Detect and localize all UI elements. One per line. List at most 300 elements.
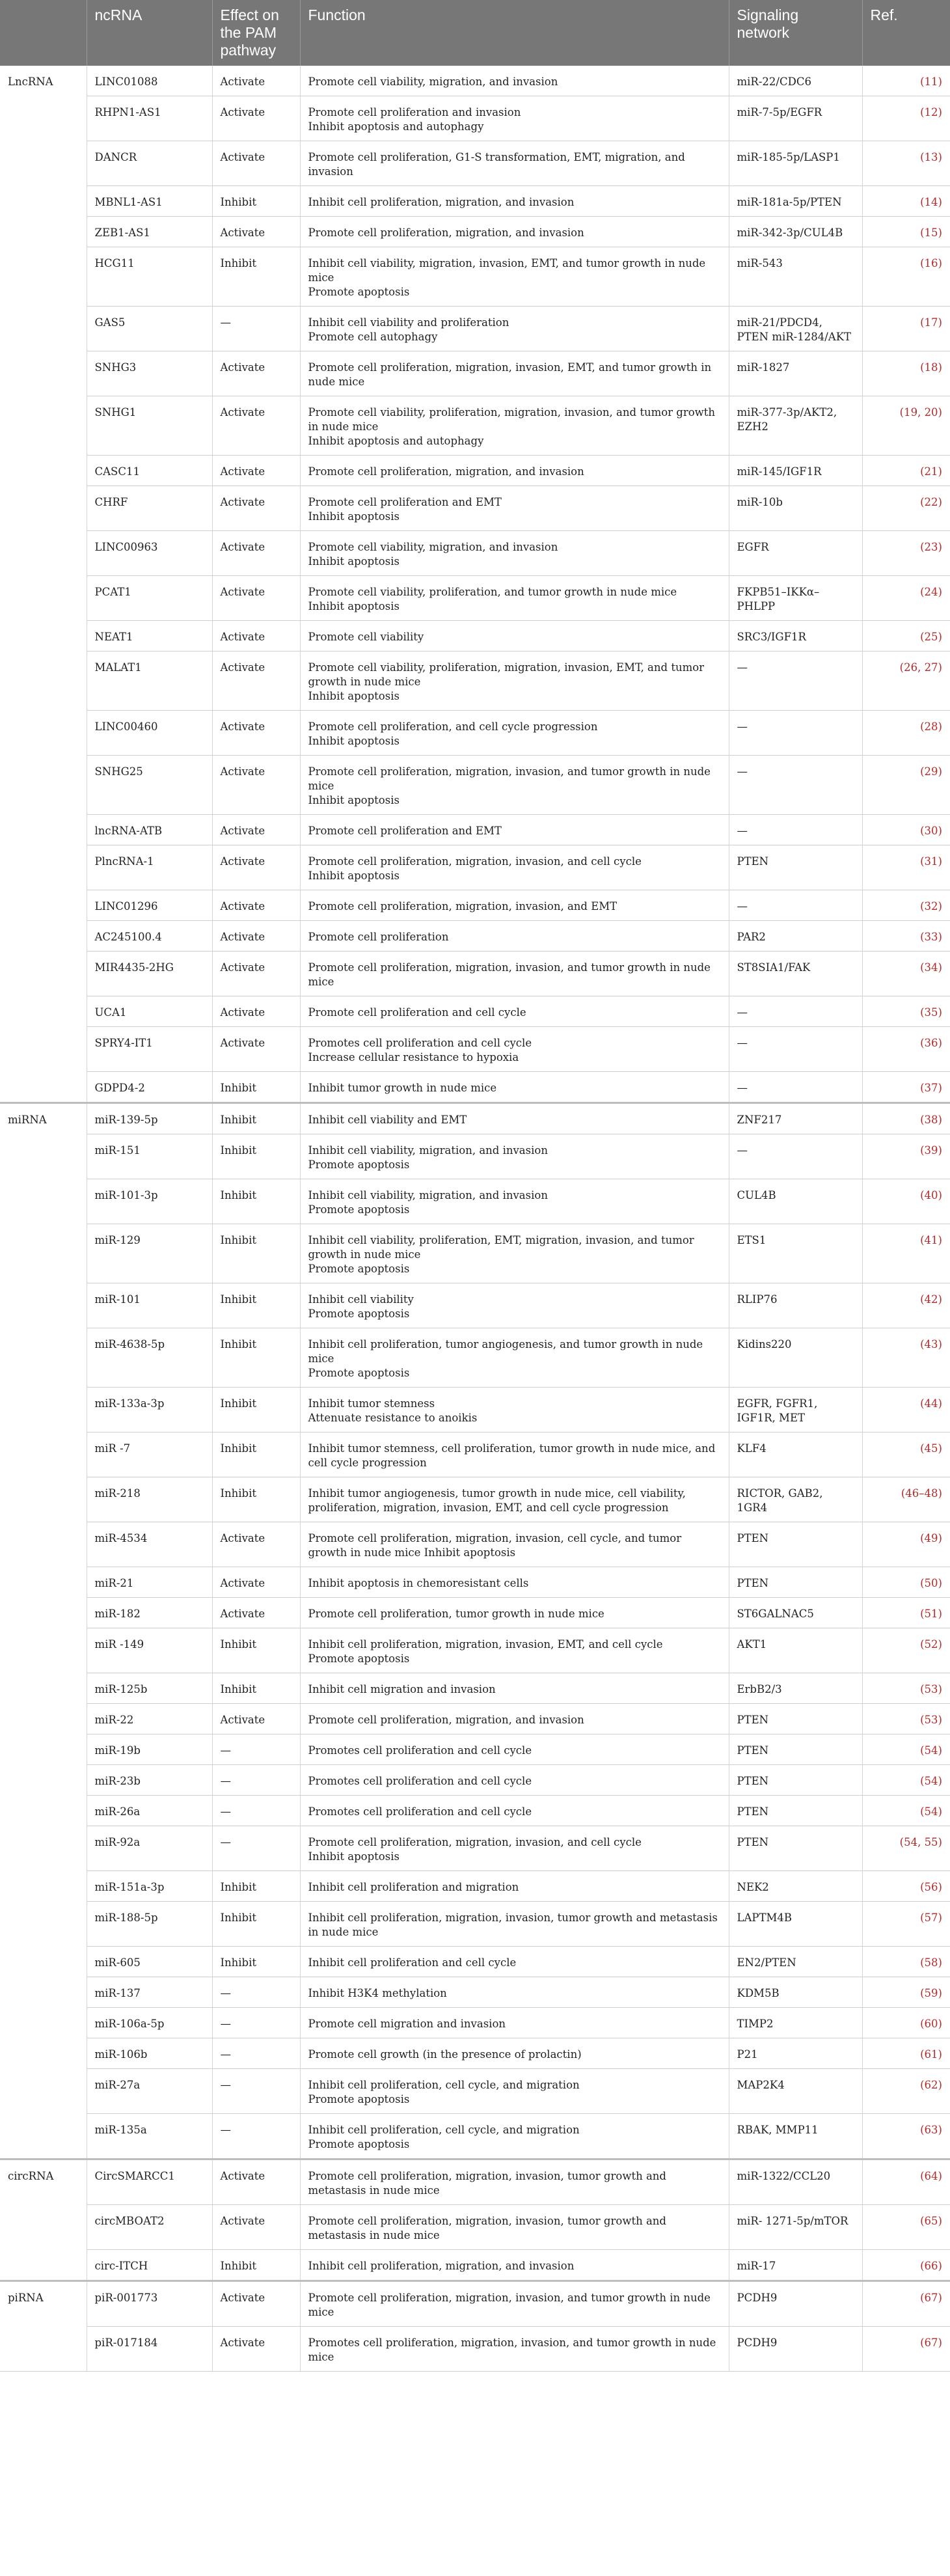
header-function: Function: [300, 0, 729, 66]
ncrna-name: AC245100.4: [87, 921, 212, 952]
table-row: [0, 996, 950, 1027]
signaling-network-cell: PTEN: [729, 845, 862, 890]
effect-cell: Activate: [212, 1704, 300, 1734]
function-cell: [300, 921, 729, 952]
signaling-network-cell: RBAK, MMP11: [729, 2114, 862, 2159]
ref-link: (34): [862, 952, 950, 996]
signaling-network-cell: —: [729, 1072, 862, 1103]
table-row: [0, 1765, 950, 1796]
ref-link: (52): [862, 1628, 950, 1673]
ncrna-name: miR-188-5p: [87, 1902, 212, 1947]
function-cell: [300, 1598, 729, 1628]
function-line: Promote cell proliferation, G1-S transformation, EMT, migration, and invasion: [308, 151, 685, 178]
function-cell: [300, 1432, 729, 1477]
function-cell: [300, 2038, 729, 2069]
ref-link: (33): [862, 921, 950, 952]
table-row: [0, 1224, 950, 1283]
function-cell: [300, 2008, 729, 2038]
table-row: [0, 307, 950, 351]
function-line: Promote apoptosis: [308, 2093, 410, 2105]
signaling-network-cell: ST8SIA1/FAK: [729, 952, 862, 996]
ref-link: (37): [862, 1072, 950, 1103]
function-line: Promote cell migration and invasion: [308, 2018, 506, 2030]
function-cell: [300, 96, 729, 141]
ref-link: (67): [862, 2281, 950, 2327]
ref-link: (50): [862, 1567, 950, 1598]
ref-link: (64): [862, 2159, 950, 2205]
ref-link: (43): [862, 1328, 950, 1388]
ncrna-name: miR-139-5p: [87, 1103, 212, 1134]
ref-link: (25): [862, 621, 950, 651]
ncrna-name: miR-151: [87, 1134, 212, 1179]
effect-cell: Inhibit: [212, 1179, 300, 1224]
function-cell: [300, 1134, 729, 1179]
effect-cell: Activate: [212, 456, 300, 486]
effect-cell: Activate: [212, 1598, 300, 1628]
function-line: Promote cell proliferation, migration, and invasion: [308, 465, 584, 478]
function-line: Promote cell growth (in the presence of prolactin): [308, 2048, 582, 2061]
ref-link: (54): [862, 1796, 950, 1826]
function-cell: [300, 531, 729, 576]
signaling-network-cell: Kidins220: [729, 1328, 862, 1388]
function-cell: [300, 996, 729, 1027]
table-row: [0, 66, 950, 96]
ncrna-name: LINC00963: [87, 531, 212, 576]
signaling-network-cell: PTEN: [729, 1826, 862, 1871]
ncrna-name: miR-27a: [87, 2069, 212, 2114]
header-ncrna: ncRNA: [87, 0, 212, 66]
effect-cell: Inhibit: [212, 1224, 300, 1283]
signaling-network-cell: —: [729, 711, 862, 756]
function-line: Inhibit apoptosis: [308, 735, 400, 747]
signaling-network-cell: EN2/PTEN: [729, 1947, 862, 1977]
effect-cell: Activate: [212, 651, 300, 711]
function-line: Inhibit cell viability and proliferation: [308, 316, 509, 329]
signaling-network-cell: RLIP76: [729, 1283, 862, 1328]
ref-link: (19, 20): [862, 396, 950, 456]
function-line: Promote cell proliferation: [308, 931, 449, 943]
function-line: Inhibit cell viability, migration, and invasion: [308, 1189, 548, 1201]
ref-link: (56): [862, 1871, 950, 1902]
signaling-network-cell: miR-17: [729, 2250, 862, 2281]
effect-cell: Activate: [212, 1567, 300, 1598]
function-cell: [300, 1328, 729, 1388]
table-row: [0, 141, 950, 186]
function-line: Promote cell proliferation and cell cycle: [308, 1006, 526, 1019]
ncrna-name: miR-101-3p: [87, 1179, 212, 1224]
function-cell: [300, 1628, 729, 1673]
function-cell: [300, 1902, 729, 1947]
signaling-network-cell: —: [729, 815, 862, 845]
signaling-network-cell: miR-1827: [729, 351, 862, 396]
signaling-network-cell: ETS1: [729, 1224, 862, 1283]
function-cell: [300, 2069, 729, 2114]
effect-cell: —: [212, 1796, 300, 1826]
effect-cell: Activate: [212, 96, 300, 141]
ref-link: (41): [862, 1224, 950, 1283]
signaling-network-cell: PTEN: [729, 1796, 862, 1826]
effect-cell: —: [212, 2114, 300, 2159]
signaling-network-cell: PCDH9: [729, 2327, 862, 2372]
signaling-network-cell: miR- 1271-5p/mTOR: [729, 2205, 862, 2250]
signaling-network-cell: AKT1: [729, 1628, 862, 1673]
ref-link: (12): [862, 96, 950, 141]
signaling-network-cell: miR-21/PDCD4, PTEN miR-1284/AKT: [729, 307, 862, 351]
effect-cell: Activate: [212, 815, 300, 845]
function-cell: [300, 1871, 729, 1902]
ncrna-name: LINC00460: [87, 711, 212, 756]
ref-link: (57): [862, 1902, 950, 1947]
ncrna-name: miR-23b: [87, 1765, 212, 1796]
table-body: [0, 66, 950, 2372]
effect-cell: Inhibit: [212, 1283, 300, 1328]
function-line: Inhibit apoptosis and autophagy: [308, 435, 484, 447]
ref-link: (51): [862, 1598, 950, 1628]
ref-link: (53): [862, 1673, 950, 1704]
signaling-network-cell: —: [729, 996, 862, 1027]
ncrna-name: CHRF: [87, 486, 212, 531]
ncrna-name: miR-125b: [87, 1673, 212, 1704]
function-cell: [300, 845, 729, 890]
ref-link: (11): [862, 66, 950, 96]
ncrna-name: SPRY4-IT1: [87, 1027, 212, 1072]
ref-link: (31): [862, 845, 950, 890]
function-cell: [300, 1027, 729, 1072]
ref-link: (45): [862, 1432, 950, 1477]
function-line: Promote cell proliferation, migration, invasion, and tumor growth in nude mice: [308, 2292, 711, 2318]
table-row: [0, 1072, 950, 1103]
category-cell: circRNA: [0, 2159, 87, 2281]
ncrna-name: miR-151a-3p: [87, 1871, 212, 1902]
effect-cell: Activate: [212, 531, 300, 576]
table-row: [0, 1477, 950, 1522]
signaling-network-cell: SRC3/IGF1R: [729, 621, 862, 651]
ncrna-name: miR-92a: [87, 1826, 212, 1871]
function-cell: [300, 1388, 729, 1432]
ncrna-name: miR -7: [87, 1432, 212, 1477]
table-row: [0, 1977, 950, 2008]
table-row: [0, 2069, 950, 2114]
function-line: Promote cell autophagy: [308, 331, 438, 343]
ncrna-name: lncRNA-ATB: [87, 815, 212, 845]
effect-cell: Inhibit: [212, 1628, 300, 1673]
function-line: Promote cell proliferation and EMT: [308, 825, 502, 837]
table-row: [0, 576, 950, 621]
signaling-network-cell: RICTOR, GAB2, 1GR4: [729, 1477, 862, 1522]
ncrna-name: RHPN1-AS1: [87, 96, 212, 141]
function-line: Promote cell proliferation, migration, invasion, tumor growth and metastasis in nude mice: [308, 2170, 666, 2197]
effect-cell: Inhibit: [212, 1134, 300, 1179]
table-row: [0, 1027, 950, 1072]
function-cell: [300, 576, 729, 621]
function-cell: [300, 396, 729, 456]
ncrna-name: miR-218: [87, 1477, 212, 1522]
ncrna-name: miR-4638-5p: [87, 1328, 212, 1388]
ref-link: (24): [862, 576, 950, 621]
ncrna-name: PCAT1: [87, 576, 212, 621]
function-line: Promotes cell proliferation and cell cycle: [308, 1775, 532, 1787]
ref-link: (40): [862, 1179, 950, 1224]
function-line: Inhibit cell proliferation, cell cycle, and migration: [308, 2124, 580, 2136]
function-cell: [300, 952, 729, 996]
function-line: Promote apoptosis: [308, 1203, 410, 1216]
effect-cell: Inhibit: [212, 1673, 300, 1704]
function-cell: [300, 1224, 729, 1283]
table-row: [0, 186, 950, 217]
function-line: Promotes cell proliferation and cell cycle: [308, 1744, 532, 1757]
signaling-network-cell: EGFR: [729, 531, 862, 576]
function-line: Inhibit cell proliferation and cell cycle: [308, 1956, 517, 1969]
header-ref: Ref.: [862, 0, 950, 66]
ncrna-name: NEAT1: [87, 621, 212, 651]
table-row: [0, 217, 950, 247]
table-row: [0, 1598, 950, 1628]
effect-cell: Activate: [212, 2327, 300, 2372]
ncrna-name: miR-106a-5p: [87, 2008, 212, 2038]
signaling-network-cell: miR-1322/CCL20: [729, 2159, 862, 2205]
effect-cell: Activate: [212, 486, 300, 531]
function-line: Inhibit apoptosis: [308, 870, 400, 882]
ref-link: (15): [862, 217, 950, 247]
ref-link: (35): [862, 996, 950, 1027]
function-cell: [300, 1179, 729, 1224]
signaling-network-cell: PTEN: [729, 1734, 862, 1765]
table-row: [0, 1103, 950, 1134]
signaling-network-cell: PAR2: [729, 921, 862, 952]
effect-cell: Activate: [212, 217, 300, 247]
function-line: Promote cell proliferation, and cell cycle progression: [308, 720, 598, 733]
table-row: [0, 1871, 950, 1902]
function-line: Promote cell proliferation, tumor growth in nude mice: [308, 1608, 604, 1620]
ncrna-name: miR-106b: [87, 2038, 212, 2069]
effect-cell: —: [212, 2008, 300, 2038]
ncrna-name: HCG11: [87, 247, 212, 307]
ncrna-name: miR-135a: [87, 2114, 212, 2159]
ncrna-name: DANCR: [87, 141, 212, 186]
function-cell: [300, 307, 729, 351]
table-row: [0, 1283, 950, 1328]
function-cell: [300, 2281, 729, 2327]
function-line: Promote apoptosis: [308, 1263, 410, 1275]
ref-link: (62): [862, 2069, 950, 2114]
table-row: [0, 1522, 950, 1567]
function-cell: [300, 1826, 729, 1871]
effect-cell: Activate: [212, 66, 300, 96]
function-line: Promote apoptosis: [308, 286, 410, 298]
effect-cell: Activate: [212, 756, 300, 815]
function-line: Promotes cell proliferation and cell cycle: [308, 1805, 532, 1818]
signaling-network-cell: miR-10b: [729, 486, 862, 531]
signaling-network-cell: ErbB2/3: [729, 1673, 862, 1704]
effect-cell: Activate: [212, 2159, 300, 2205]
ncrna-name: GDPD4-2: [87, 1072, 212, 1103]
function-line: Inhibit cell proliferation, migration, invasion, EMT, and cell cycle: [308, 1638, 663, 1651]
function-line: Promote cell proliferation, migration, invasion, cell cycle, and tumor growth in nude mice Inhibit apoptosis: [308, 1532, 682, 1559]
ref-link: (26, 27): [862, 651, 950, 711]
table-row: [0, 531, 950, 576]
signaling-network-cell: PTEN: [729, 1765, 862, 1796]
function-line: Inhibit H3K4 methylation: [308, 1987, 447, 1999]
effect-cell: —: [212, 307, 300, 351]
function-line: Inhibit cell viability, migration, and invasion: [308, 1144, 548, 1157]
signaling-network-cell: PTEN: [729, 1522, 862, 1567]
table-row: [0, 621, 950, 651]
table-row: [0, 2114, 950, 2159]
signaling-network-cell: CUL4B: [729, 1179, 862, 1224]
function-line: Promote cell viability, migration, and invasion: [308, 541, 558, 553]
function-cell: [300, 756, 729, 815]
function-line: Inhibit cell viability, migration, invasion, EMT, and tumor growth in nude mice: [308, 257, 706, 284]
header-effect: Effect on the PAM pathway: [212, 0, 300, 66]
ncrna-name: miR-19b: [87, 1734, 212, 1765]
function-cell: [300, 217, 729, 247]
ncrna-name: CircSMARCC1: [87, 2159, 212, 2205]
ncrna-name: PlncRNA-1: [87, 845, 212, 890]
effect-cell: Activate: [212, 1522, 300, 1567]
table-row: [0, 845, 950, 890]
effect-cell: —: [212, 1826, 300, 1871]
ncrna-name: miR-22: [87, 1704, 212, 1734]
function-cell: [300, 186, 729, 217]
ref-link: (54, 55): [862, 1826, 950, 1871]
function-cell: [300, 351, 729, 396]
function-cell: [300, 1522, 729, 1567]
signaling-network-cell: PTEN: [729, 1704, 862, 1734]
effect-cell: Activate: [212, 996, 300, 1027]
signaling-network-cell: EGFR, FGFR1, IGF1R, MET: [729, 1388, 862, 1432]
table-row: [0, 1628, 950, 1673]
table-row: [0, 1432, 950, 1477]
table-row: [0, 651, 950, 711]
function-line: Inhibit cell proliferation, cell cycle, and migration: [308, 2079, 580, 2091]
ncrna-name: GAS5: [87, 307, 212, 351]
effect-cell: —: [212, 2069, 300, 2114]
ncrna-name: LINC01296: [87, 890, 212, 921]
table-row: [0, 1796, 950, 1826]
ref-link: (54): [862, 1734, 950, 1765]
function-line: Promote cell proliferation and EMT: [308, 496, 502, 508]
function-line: Promote cell proliferation, migration, invasion, tumor growth and metastasis in nude mice: [308, 2215, 666, 2241]
table-row: [0, 2250, 950, 2281]
table-row: [0, 1328, 950, 1388]
table-row: [0, 711, 950, 756]
function-line: Inhibit tumor stemness: [308, 1397, 435, 1410]
effect-cell: Inhibit: [212, 1871, 300, 1902]
function-line: Promote cell proliferation, migration, invasion, and EMT: [308, 900, 618, 912]
ref-link: (49): [862, 1522, 950, 1567]
signaling-network-cell: ZNF217: [729, 1103, 862, 1134]
effect-cell: Activate: [212, 845, 300, 890]
ncrna-name: miR-101: [87, 1283, 212, 1328]
effect-cell: Activate: [212, 921, 300, 952]
effect-cell: Inhibit: [212, 186, 300, 217]
effect-cell: Inhibit: [212, 1902, 300, 1947]
signaling-network-cell: KLF4: [729, 1432, 862, 1477]
function-line: Promote cell viability: [308, 631, 424, 643]
table-row: [0, 890, 950, 921]
effect-cell: Activate: [212, 396, 300, 456]
ref-link: (44): [862, 1388, 950, 1432]
signaling-network-cell: FKPB51–IKKα–PHLPP: [729, 576, 862, 621]
ref-link: (28): [862, 711, 950, 756]
ref-link: (17): [862, 307, 950, 351]
function-line: Attenuate resistance to anoikis: [308, 1412, 478, 1424]
table-header: [0, 0, 950, 66]
function-line: Inhibit apoptosis: [308, 600, 400, 612]
function-line: Inhibit cell viability: [308, 1293, 414, 1306]
effect-cell: Activate: [212, 711, 300, 756]
ref-link: (59): [862, 1977, 950, 2008]
function-line: Promotes cell proliferation and cell cycle: [308, 1037, 532, 1049]
effect-cell: Inhibit: [212, 1072, 300, 1103]
ncrna-name: miR-21: [87, 1567, 212, 1598]
signaling-network-cell: miR-145/IGF1R: [729, 456, 862, 486]
function-cell: [300, 621, 729, 651]
effect-cell: —: [212, 1765, 300, 1796]
function-cell: [300, 2250, 729, 2281]
header-row: [0, 0, 950, 66]
ref-link: (23): [862, 531, 950, 576]
table-row: [0, 2159, 950, 2205]
effect-cell: Inhibit: [212, 1388, 300, 1432]
function-line: Inhibit cell proliferation and migration: [308, 1881, 519, 1893]
signaling-network-cell: miR-342-3p/CUL4B: [729, 217, 862, 247]
ref-link: (21): [862, 456, 950, 486]
function-line: Inhibit apoptosis: [308, 794, 400, 806]
ncrna-name: ZEB1-AS1: [87, 217, 212, 247]
effect-cell: Activate: [212, 621, 300, 651]
function-line: Inhibit cell migration and invasion: [308, 1683, 496, 1695]
signaling-network-cell: —: [729, 1134, 862, 1179]
effect-cell: Activate: [212, 2281, 300, 2327]
signaling-network-cell: MAP2K4: [729, 2069, 862, 2114]
function-line: Promote cell proliferation, migration, invasion, and cell cycle: [308, 1836, 642, 1848]
ref-link: (66): [862, 2250, 950, 2281]
table-row: [0, 96, 950, 141]
function-line: Inhibit tumor angiogenesis, tumor growth in nude mice, cell viability, proliferation, migration, invasion, EMT, and cell cycle progression: [308, 1487, 686, 1514]
effect-cell: Inhibit: [212, 247, 300, 307]
ncrna-name: miR-182: [87, 1598, 212, 1628]
function-line: Promote cell proliferation and invasion: [308, 106, 521, 118]
function-line: Promote cell proliferation, migration, invasion, EMT, and tumor growth in nude mice: [308, 361, 712, 388]
ncrna-name: miR-129: [87, 1224, 212, 1283]
effect-cell: Activate: [212, 890, 300, 921]
effect-cell: —: [212, 1734, 300, 1765]
effect-cell: Activate: [212, 1027, 300, 1072]
table-row: [0, 1704, 950, 1734]
effect-cell: —: [212, 2038, 300, 2069]
function-line: Promote apoptosis: [308, 1158, 410, 1171]
ref-link: (14): [862, 186, 950, 217]
ncrna-name: SNHG1: [87, 396, 212, 456]
function-cell: [300, 1796, 729, 1826]
category-cell: piRNA: [0, 2281, 87, 2372]
ref-link: (67): [862, 2327, 950, 2372]
ncrna-name: MBNL1-AS1: [87, 186, 212, 217]
function-cell: [300, 1734, 729, 1765]
ref-link: (32): [862, 890, 950, 921]
ncrna-name: piR-017184: [87, 2327, 212, 2372]
table-row: [0, 351, 950, 396]
effect-cell: Activate: [212, 351, 300, 396]
signaling-network-cell: TIMP2: [729, 2008, 862, 2038]
effect-cell: Activate: [212, 141, 300, 186]
ref-link: (22): [862, 486, 950, 531]
function-line: Inhibit tumor growth in nude mice: [308, 1082, 497, 1094]
signaling-network-cell: —: [729, 890, 862, 921]
ref-link: (54): [862, 1765, 950, 1796]
signaling-network-cell: PTEN: [729, 1567, 862, 1598]
